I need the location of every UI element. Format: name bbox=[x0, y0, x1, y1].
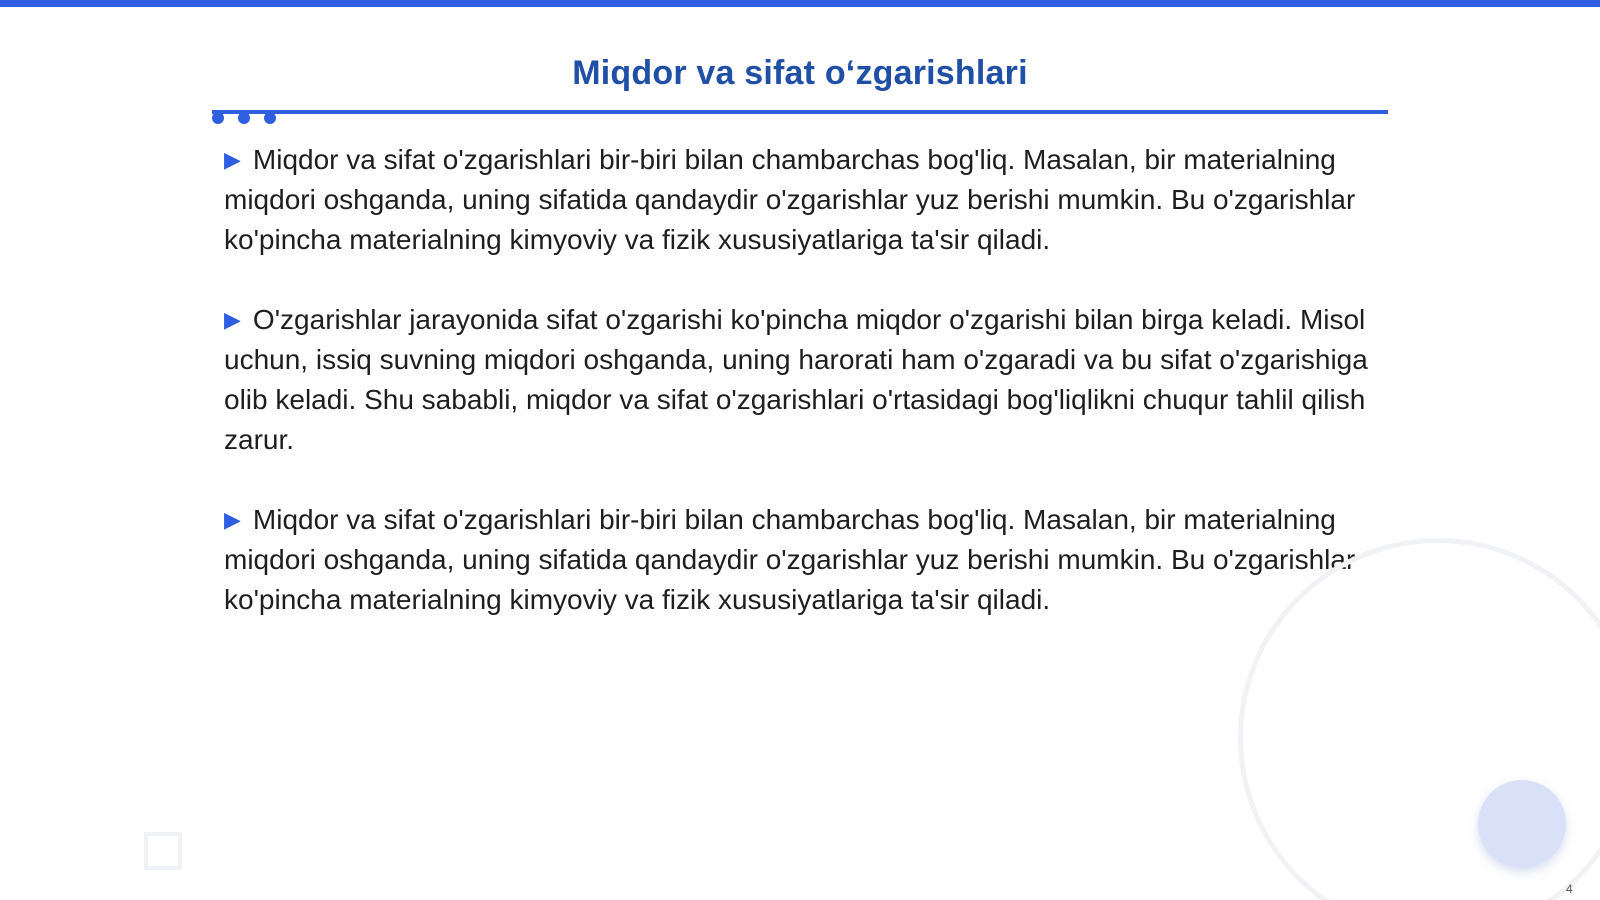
rule-dot bbox=[264, 112, 276, 124]
decorative-square bbox=[144, 832, 182, 870]
slide-title: Miqdor va sifat o‘zgarishlari bbox=[572, 54, 1028, 92]
paragraph-text: Miqdor va sifat o'zgarishlari bir-biri bilan chambarchas bog'liq. Masalan, bir materialning miqdori oshganda, uning sifatida qandaydir o'zgarishlar yuz berishi mumkin. Bu o'zgarishlar ko'pincha materialning kimyoviy va fizik xususiyatlariga ta'sir qiladi. bbox=[224, 144, 1356, 255]
triangle-bullet-icon: ▶ bbox=[224, 147, 241, 172]
decorative-circle bbox=[1478, 780, 1566, 868]
bullet-paragraph bbox=[224, 140, 1374, 260]
rule-dot bbox=[212, 112, 224, 124]
title-underline bbox=[212, 110, 1388, 114]
rule-dot bbox=[238, 112, 250, 124]
top-accent-bar bbox=[0, 0, 1600, 7]
bullet-paragraph bbox=[224, 500, 1374, 620]
paragraph-text: Miqdor va sifat o'zgarishlari bir-biri bilan chambarchas bog'liq. Masalan, bir materialning miqdori oshganda, uning sifatida qandaydir o'zgarishlar yuz berishi mumkin. Bu o'zgarishlar ko'pincha materialning kimyoviy va fizik xususiyatlariga ta'sir qiladi. bbox=[224, 504, 1356, 615]
slide-body bbox=[224, 140, 1374, 660]
page-number: 4 bbox=[1566, 882, 1573, 896]
triangle-bullet-icon: ▶ bbox=[224, 507, 241, 532]
triangle-bullet-icon: ▶ bbox=[224, 307, 241, 332]
bullet-paragraph bbox=[224, 300, 1374, 460]
paragraph-text: O'zgarishlar jarayonida sifat o'zgarishi ko'pincha miqdor o'zgarishi bilan birga keladi. Misol uchun, issiq suvning miqdori oshganda, uning harorati ham o'zgaradi va bu sifat o'zgarishiga olib keladi. Shu sababli, miqdor va sifat o'zgarishlari o'rtasidagi bog'liqlikni chuqur tahlil qilish zarur. bbox=[224, 304, 1368, 455]
